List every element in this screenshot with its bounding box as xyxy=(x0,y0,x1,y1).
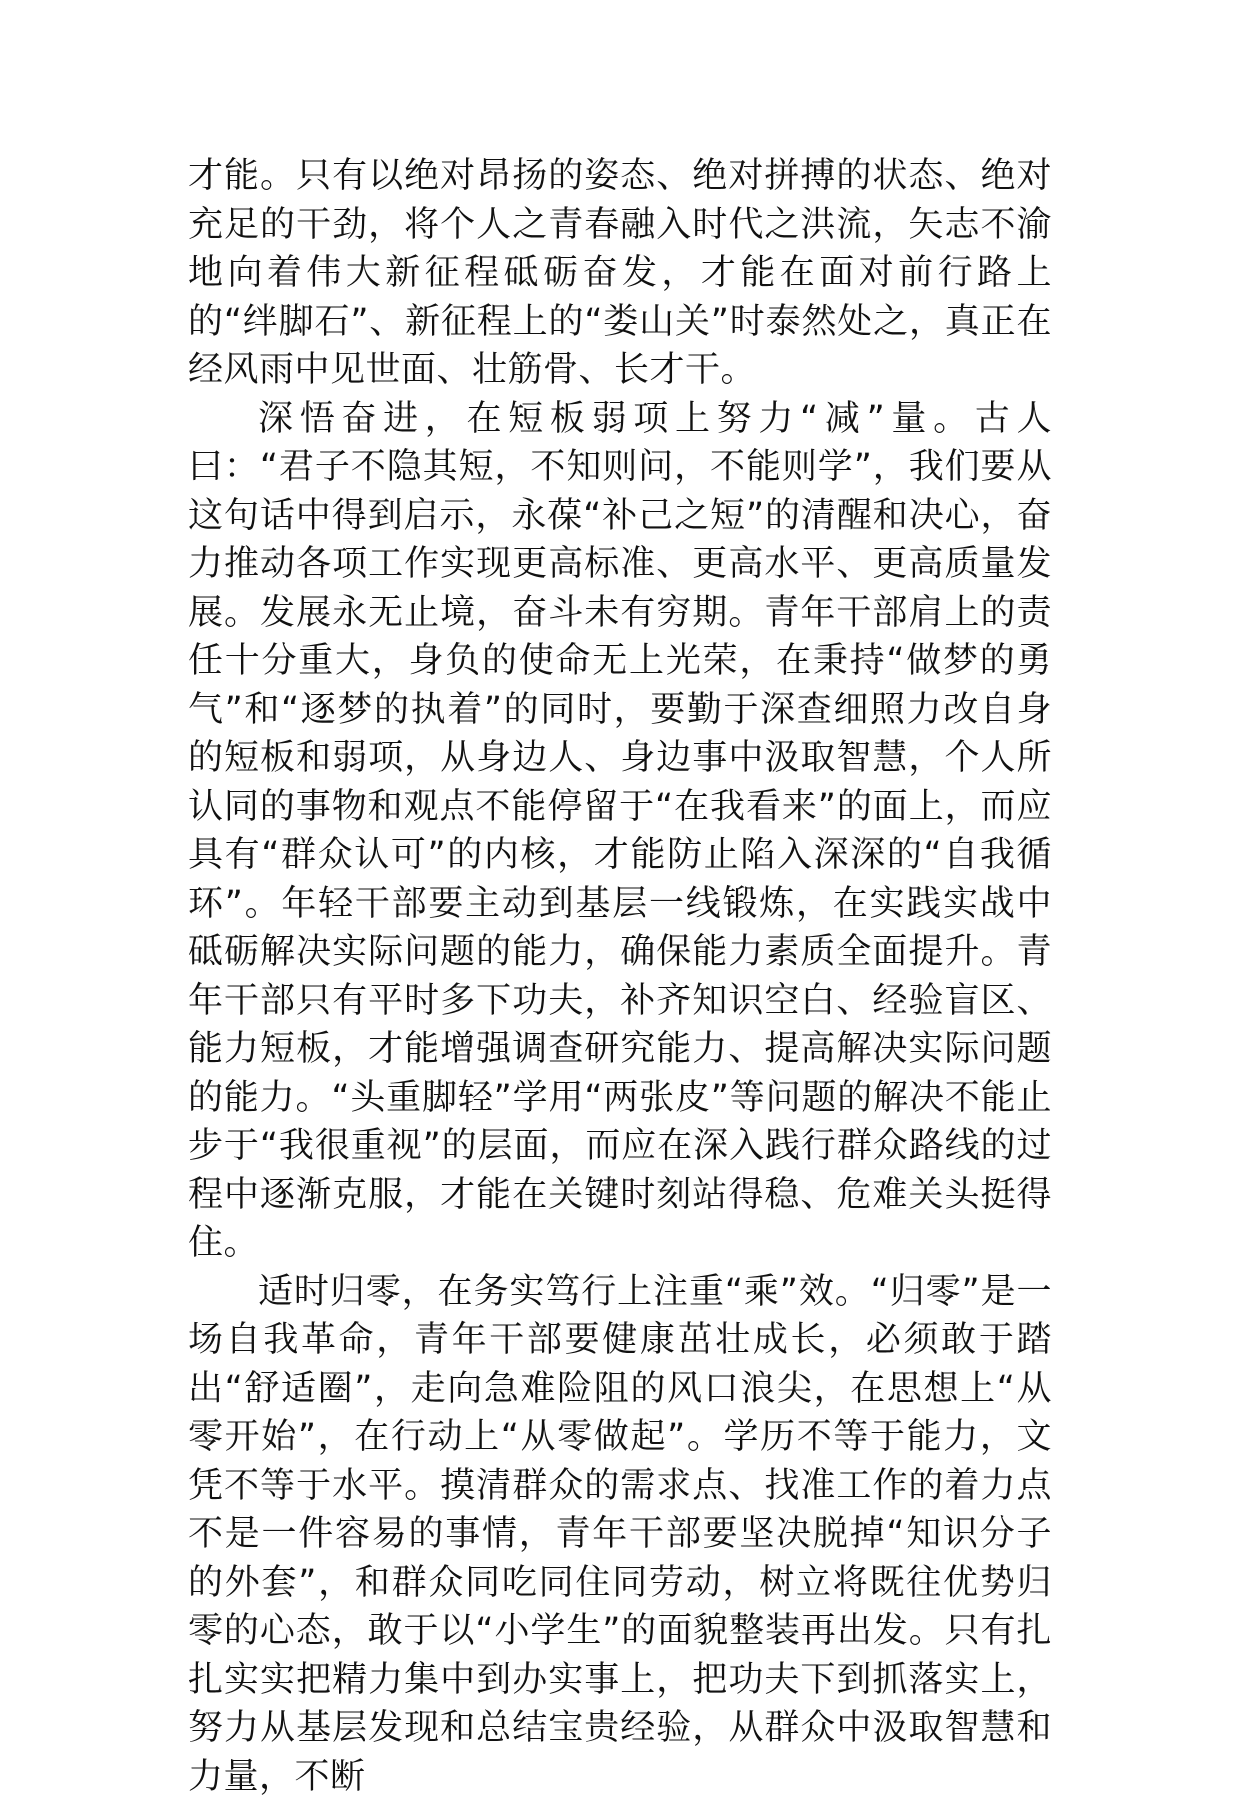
paragraph-continuation: 才能。只有以绝对昂扬的姿态、绝对拼搏的状态、绝对充足的干劲，将个人之青春融入时代之洪流，矢志不渝地向着伟大新征程砥砺奋发，才能在面对前行路上的“绊脚石”、新征程上的“娄山关”时泰然处之，真正在经风雨中见世面、壮筋骨、长才干。 xyxy=(188,152,1052,395)
paragraph-shenwu-fenjin: 深悟奋进，在短板弱项上努力“减”量。古人曰：“君子不隐其短，不知则问，不能则学”，我们要从这句话中得到启示，永葆“补己之短”的清醒和决心，奋力推动各项工作实现更高标准、更高水平、更高质量发展。发展永无止境，奋斗未有穷期。青年干部肩上的责任十分重大，身负的使命无上光荣，在秉持“做梦的勇气”和“逐梦的执着”的同时，要勤于深查细照力改自身的短板和弱项，从身边人、身边事中汲取智慧，个人所认同的事物和观点不能停留于“在我看来”的面上，而应具有“群众认可”的内核，才能防止陷入深深的“自我循环”。年轻干部要主动到基层一线锻炼，在实践实战中砥砺解决实际问题的能力，确保能力素质全面提升。青年干部只有平时多下功夫，补齐知识空白、经验盲区、能力短板，才能增强调查研究能力、提高解决实际问题的能力。“头重脚轻”学用“两张皮”等问题的解决不能止步于“我很重视”的层面，而应在深入践行群众路线的过程中逐渐克服，才能在关键时刻站得稳、危难关头挺得住。 xyxy=(188,395,1052,1268)
document-body xyxy=(188,152,1052,1801)
paragraph-shishi-guiling: 适时归零，在务实笃行上注重“乘”效。“归零”是一场自我革命，青年干部要健康茁壮成长，必须敢于踏出“舒适圈”，走向急难险阻的风口浪尖，在思想上“从零开始”，在行动上“从零做起”。学历不等于能力，文凭不等于水平。摸清群众的需求点、找准工作的着力点不是一件容易的事情，青年干部要坚决脱掉“知识分子的外套”，和群众同吃同住同劳动，树立将既往优势归零的心态，敢于以“小学生”的面貌整装再出发。只有扎扎实实把精力集中到办实事上，把功夫下到抓落实上，努力从基层发现和总结宝贵经验，从群众中汲取智慧和力量，不断 xyxy=(188,1268,1052,1801)
